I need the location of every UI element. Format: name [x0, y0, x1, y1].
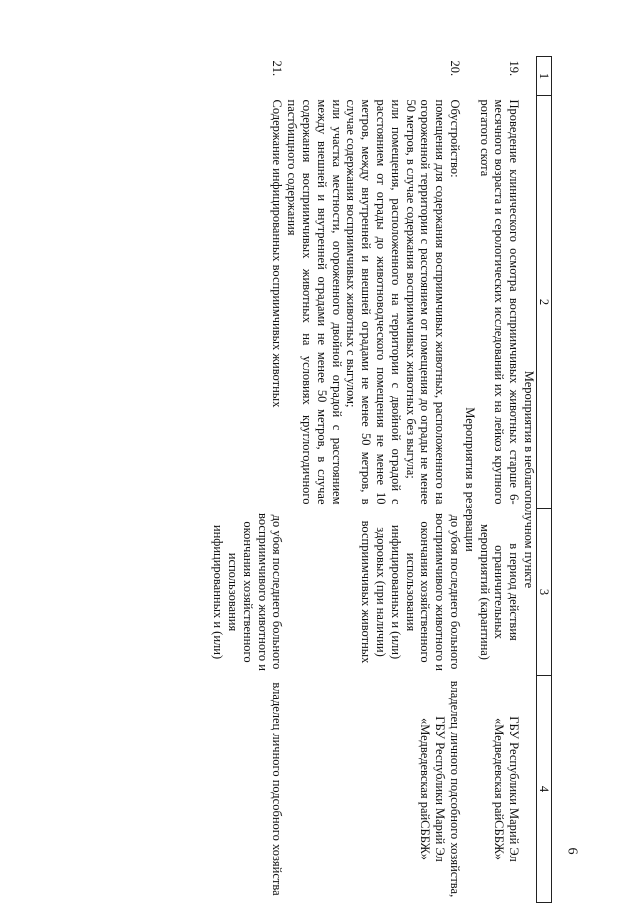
row-description-part-2: или помещения, расположенного на территории с двойной оградой с расстоянием от ограды до животноводческого помещения не менее 10 метров, между внутренней и внешней оградами не менее 50 метров, в случае содержания восприимчивых животных с выгулом;	[344, 99, 403, 505]
header-col-2: 2	[537, 96, 552, 509]
row-term: до убоя последнего больного восприимчивого животного и окончания хозяйственного использования инфицированных и (или) здоровых (при наличии) восприимчивых животных	[359, 513, 463, 671]
section-row	[521, 57, 536, 903]
table-header-row	[537, 57, 552, 903]
row-responsible: владелец личного подсобного хозяйства	[270, 682, 285, 896]
row-number: 20.	[448, 60, 463, 77]
header-col-1: 1	[537, 57, 552, 96]
row-description-part-1: помещения для содержания восприимчивых животных, расположенного на огороженной территории с расстоянием от помещения до ограды не менее 50 метров, в случае содержания восприимчивых животных без выгула;	[403, 99, 448, 505]
table-row	[284, 57, 462, 903]
table-row	[477, 57, 521, 903]
row-description-intro: Обустройство:	[448, 99, 463, 178]
row-description-part-3: или участка местности, огороженного двойной оградой с расстоянием между внешней и внутренней оградами не менее 50 метров, в случае содержания восприимчивых животных на условиях круглогодичного пастбищного содержания	[285, 99, 344, 505]
row-term: до убоя последнего больного восприимчивого животного и окончания хозяйственного использования инфицированных и (или)	[211, 513, 285, 671]
row-description	[284, 96, 462, 509]
section-title-reservation: Мероприятия в резервации	[462, 407, 477, 552]
header-col-4: 4	[537, 676, 552, 903]
table-row	[210, 57, 284, 903]
row-description: Проведение клинического осмотра восприимчивых животных старше 6-месячного возраста и серологических исследований их на лейкоз крупного рогатого скота	[477, 99, 522, 505]
row-number: 19.	[507, 60, 522, 77]
row-responsible: владелец личного подсобного хозяйства, ГБУ Республики Марий Эл «Медведевская райСББЖ»	[418, 680, 463, 898]
page-number: 6	[564, 847, 580, 855]
row-description: Содержание инфицированных восприимчивых животных	[270, 99, 285, 408]
measures-table	[210, 56, 552, 903]
header-col-3: 3	[537, 509, 552, 676]
section-title-unfavorable: Мероприятия в неблагополучном пункте	[522, 370, 536, 589]
row-term: в период действия ограничительных мероприятий (карантина)	[477, 524, 522, 660]
rotated-page	[32, 56, 552, 898]
section-row	[462, 57, 477, 903]
row-number: 21.	[270, 60, 285, 77]
row-responsible: ГБУ Республики Марий Эл «Медведевская райСББЖ»	[492, 716, 522, 862]
